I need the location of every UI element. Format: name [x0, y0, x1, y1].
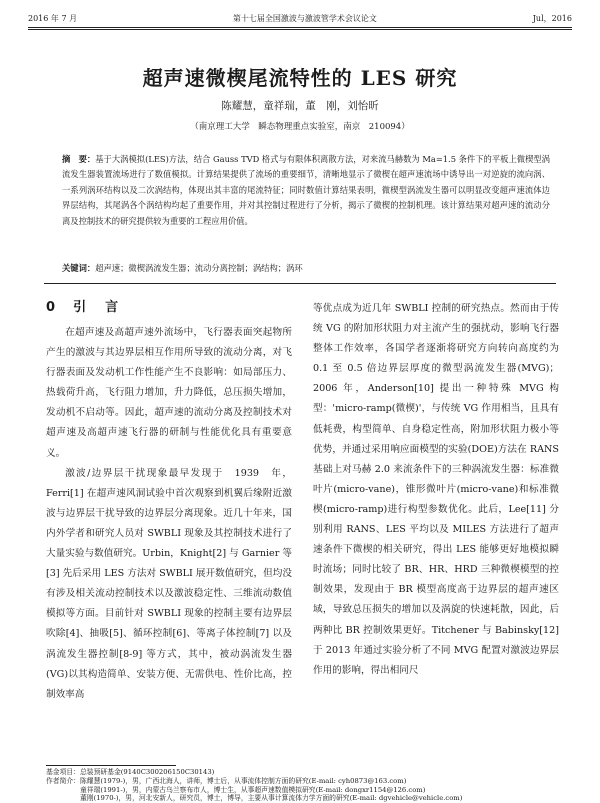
footnote-funding: 基金项目：总装预研基金(9140C300206150C30143): [46, 768, 215, 776]
footnotes: [46, 768, 556, 803]
header-month: Jul，2016: [532, 13, 572, 23]
section-title: 引 言: [73, 300, 122, 315]
paragraph: 等优点成为近几年 SWBLI 控制的研究热点。然而由于传统 VG 的附加形状阻力对主流产生的强扰动，影响飞行器整体工作效率，各国学者逐渐将研究方向转向高度约为 0.1 至 0.5 倍边界层厚度的微型涡流发生器(MVG)；2006 年，Anderson[10] 提出一种特殊 MVG 构型：'micro-ramp(微楔)'，与传统 VG 作用相当，且具有低耗费，构型简单、自身稳定性高，附加形状阻力极小等优势，并通过采用响应面模型的实验(DOE)方法在 RANS 基础上对马赫 2.0 来流条件下的三种涡流发生器：标准微叶片(micro-vane)，锥形微叶片(micro-vane)和标准微楔(micro-ramp)进行构型参数优化。此后，Lee[11] 分别利用 RANS、LES 平均以及 MILES 方法进行了超声速条件下微楔的相关研究，得出 LES 能够更好地模拟瞬时流场；同时比较了 BR、HR、HRD 三种微楔模型的控制效果，发现由于 BR 模型高度高于边界层的超声速区域，导致总压损失的增加以及涡旋的快速耗散，因此，后两种比 BR 控制效果更好。Titchener 与 Babinsky[12] 于 2013 年通过实验分析了不同 MVG 配置对激波边界层作用的影响，得出相同尺: [313, 303, 559, 676]
abstract-label: 摘 要：: [62, 154, 96, 164]
paper-authors: 陈耀慧，童祥瑞，董 刚，刘怡昕: [221, 100, 379, 112]
paper-affiliation: （南京理工大学 瞬态物理重点实验室，南京 210094）: [190, 122, 410, 132]
section-heading: [46, 299, 292, 317]
paragraph: 激波/边界层干扰现象最早发现于 1939 年，Ferri[1] 在超声速风洞试验中首次观察到机翼后缘附近激波与边界层干扰导致的边界层分离现象。近几十年来，国内外学者和研究人员对 SWBLI 现象及其控制技术进行了大量实验与数值研究。Urbin，Knight[2] 与 Garnier 等[3] 先后采用 LES 方法对 SWBLI 展开数值研究，但均没有涉及相关流动控制技术以及激波稳定性、三维流动数值模拟等方面。目前针对 SWBLI 现象的控制主要有边界层吹除[4]、抽吸[5]、循环控制[6]、等离子体控制[7] 以及涡流发生器控制[8-9] 等方式，其中，被动涡流发生器(VG)以其构造简单、安装方便、无需供电、性价比高，控制效率高: [46, 467, 292, 700]
keywords: [62, 262, 550, 274]
keywords-text: 超声速；微楔涡流发生器；流动分离控制；涡结构；涡环: [95, 263, 303, 273]
keywords-label: 关键词：: [62, 263, 96, 273]
header-rule-double: [28, 29, 572, 30]
body-column-left: [46, 299, 292, 705]
footnote-author-1: 作者简介：陈耀慧(1979-)，男，广西北海人，讲师，博士后，从事流体控制方面的研究(E-mail: cyh0873@163.com): [46, 776, 407, 785]
footnote-rule: [46, 765, 176, 766]
section-divider: [44, 283, 556, 284]
footnote-author-2: 童祥瑞(1991-)，男，内蒙古乌兰察布市人，博士生，从事超声速数值模拟研究(E-mail: dongxr1154@126.com): [46, 785, 426, 794]
header-conference: 第十七届全国激波与激波管学术会议论文: [232, 13, 377, 23]
header-date: 2016 年 7 月: [28, 13, 78, 23]
running-header: [28, 12, 572, 24]
paper-title: 超声速微楔尾流特性的 LES 研究: [142, 66, 458, 90]
footnote-author-3: 董刚(1970-)，男，河北安新人，研究员，博士，博导，主要从事计算流体力学方面的研究(E-mail: dgvehicle@vehicle.com): [46, 794, 463, 803]
paragraph: 在超声速及高超声速外流场中，飞行器表面突起物所产生的激波与其边界层相互作用所导致的流动分离，对飞行器表面及发动机工作性能产生不良影响：如局部压力、热载荷升高，飞行阻力增加，升力降低，总压损失增加，发动机不启动等。因此，超声速的流动分离及控制技术对超声速及高超声速飞行器的研制与性能优化具有重要意义。: [46, 327, 292, 459]
body-column-right: [313, 299, 559, 681]
abstract: [62, 152, 550, 229]
section-number: 0: [46, 300, 59, 315]
abstract-text: 基于大涡模拟(LES)方法，结合 Gauss TVD 格式与有限体积离散方法，对来流马赫数为 Ma=1.5 条件下的平板上微楔型涡流发生器装置流场进行了数值模拟。计算结果提供了流场的重要细节，清晰地显示了微楔在超声速流场中诱导出一对逆旋的流向涡、一系列涡环结构以及二次涡结构，体现出其丰富的尾流特征；同时数值计算结果表明，微楔型涡流发生器可以明显改变超声速流体边界层结构，其尾涡各个涡结构均起了重要作用，并对其控制过程进行了分析，揭示了微楔的控制机理。该计算结果对超声速的流动分离及控制技术的研究提供较为重要的工程应用价值。: [62, 154, 550, 226]
header-rule: [28, 27, 572, 28]
